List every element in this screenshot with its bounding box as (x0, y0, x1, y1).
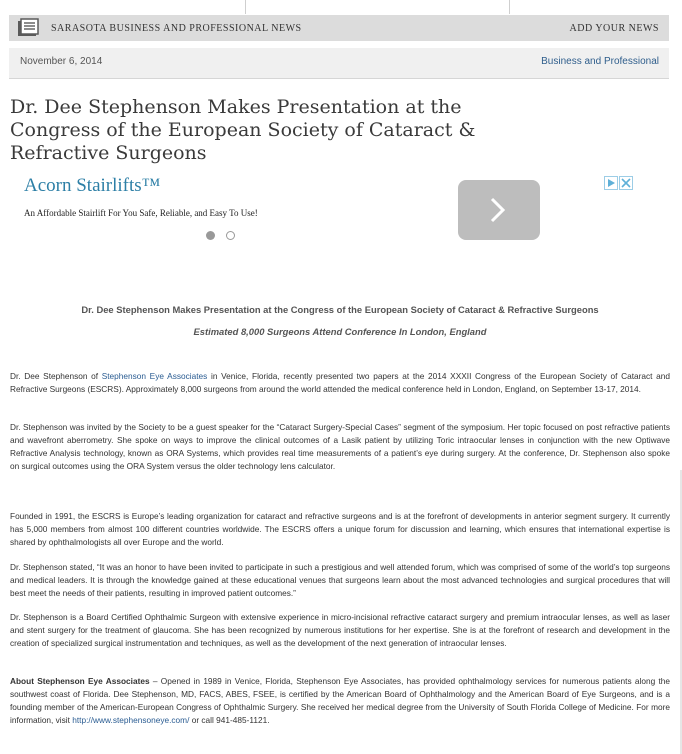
article-headline: Dr. Dee Stephenson Makes Presentation at the Congress of the European Society of Cataract & Refractive Surgeons (81, 304, 599, 315)
article-paragraph: Dr. Stephenson was invited by the Society to be a guest speaker for the “Cataract Surgery-Special Cases” segment of the symposium. Her topic focused on post refractive patients and wavefront aberrometry. She spoke on ways to improve the clinical outcomes of a Lasik patient by utilizing Toric intraocular lenses in conjunction with the new Optiwave Refractive Analysis technology, known as ORA Systems, which provides real time measurements of a patient’s eye during surgery. At the conference, Dr. Stephenson also spoke on surgical outcomes using the ORA System versus the older technology lens calculator. (10, 422, 670, 471)
site-header-bar (9, 15, 669, 41)
article-paragraph: About Stephenson Eye Associates – Opened in 1989 in Venice, Florida, Stephenson Eye Associates, has provided ophthalmology services for numerous patients along the southwest coast of Florida. Dee Stephenson, MD, FACS, ABES, FSEE, is certified by the American Board of Ophthalmology and the American Board of Eye Surgeons, and is a founding member of the American-European Congress of Ophthalmic Surgery. She received her medical degree from the University of South Florida College of Medicine. For more information, visit http://www.stephensoneye.com/ or call 941-485-1121. (10, 676, 671, 725)
top-strip-segment (0, 0, 246, 14)
article-paragraph: Dr. Stephenson stated, “It was an honor to have been invited to participate in such a prestigious and well attended forum, which was comprised of some of the world’s top surgeons and medical leaders. It is through the knowledge gained at these educational venues that surgeons learn about the most advanced technologies and surgical procedures that will best meet the needs of their patients, resulting in improved patient outcomes.” (10, 562, 670, 598)
article-subheadline: Estimated 8,000 Surgeons Attend Conference In London, England (193, 326, 487, 337)
article-paragraph: Dr. Dee Stephenson of Stephenson Eye Associates in Venice, Florida, recently presented two papers at the 2014 XXXII Congress of the European Society of Cataract and Refractive Surgeons (ESCRS). Approximately 8,000 surgeons from around the world attended the medical conference held in London, England, on September 13-17, 2014. (10, 371, 671, 394)
article-date: November 6, 2014 (20, 56, 103, 67)
top-strip (0, 0, 682, 14)
category-link[interactable]: Business and Professional (541, 56, 659, 67)
add-your-news-link[interactable]: ADD YOUR NEWS (569, 23, 659, 34)
newspaper-icon (17, 18, 39, 38)
carousel-dot-active[interactable] (206, 231, 215, 240)
ad-next-button[interactable] (458, 180, 540, 240)
about-heading: About Stephenson Eye Associates (10, 676, 150, 686)
website-link[interactable]: http://www.stephensoneye.com/ (72, 715, 190, 725)
article-paragraph: Dr. Stephenson is a Board Certified Ophthalmic Surgeon with extensive experience in micro-incisional refractive cataract surgery and premium intraocular lenses, as well as laser and stent surgery for the treatment of glaucoma. She has been recognized by numerous institutions for her expertise. She is at the forefront of research and development in the creation of specialized surgical instrumentation and techniques, as well as the development of the next generation of intraocular lenses. (10, 612, 670, 648)
ad-title[interactable]: Acorn Stairlifts™ (24, 175, 161, 196)
top-strip-segment (246, 0, 510, 14)
site-brand[interactable]: SARASOTA BUSINESS AND PROFESSIONAL NEWS (51, 23, 302, 34)
stephenson-eye-associates-link[interactable]: Stephenson Eye Associates (101, 371, 208, 381)
article-title: Dr. Dee Stephenson Makes Presentation at the Congress of the European Society of Cataract & Refractive Surgeons (10, 96, 476, 164)
chevron-right-icon (488, 196, 508, 224)
ad-subtitle: An Affordable Stairlift For You Safe, Reliable, and Easy To Use! (24, 208, 258, 218)
advertisement[interactable] (16, 172, 644, 252)
carousel-dot[interactable] (226, 231, 235, 240)
article-meta-bar (9, 48, 669, 79)
ad-choices[interactable] (604, 176, 634, 190)
article-paragraph: Founded in 1991, the ESCRS is Europe’s leading organization for cataract and refractive surgeons and is at the forefront of developments in anterior segment surgery. It currently has 5,000 members from almost 100 different countries worldwide. The ESCRS offers a unique forum for discussion and learning, which ensures that international expertise is shared by ophthalmologists all over Europe and the world. (10, 511, 670, 547)
